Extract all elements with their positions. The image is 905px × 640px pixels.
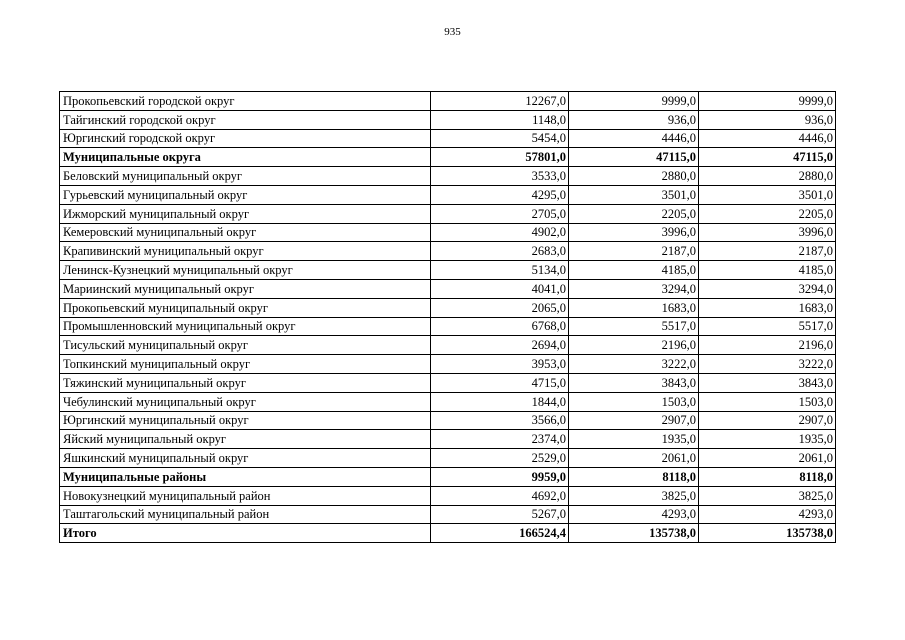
cell-value-2: 4293,0	[569, 505, 699, 524]
cell-value-1: 4041,0	[431, 279, 569, 298]
cell-name: Ленинск-Кузнецкий муниципальный округ	[60, 261, 431, 280]
cell-value-1: 2374,0	[431, 430, 569, 449]
cell-value-1: 5454,0	[431, 129, 569, 148]
cell-value-2: 936,0	[569, 110, 699, 129]
cell-name: Тисульский муниципальный округ	[60, 336, 431, 355]
cell-value-2: 2205,0	[569, 204, 699, 223]
cell-value-1: 3953,0	[431, 355, 569, 374]
cell-value-2: 135738,0	[569, 524, 699, 543]
table-row	[60, 486, 836, 505]
cell-name: Кемеровский муниципальный округ	[60, 223, 431, 242]
cell-value-3: 3843,0	[699, 373, 836, 392]
cell-value-1: 3566,0	[431, 411, 569, 430]
table-row	[60, 261, 836, 280]
cell-value-2: 4446,0	[569, 129, 699, 148]
table-row	[60, 242, 836, 261]
cell-value-2: 1503,0	[569, 392, 699, 411]
cell-name: Муниципальные округа	[60, 148, 431, 167]
cell-value-2: 2907,0	[569, 411, 699, 430]
cell-value-2: 2187,0	[569, 242, 699, 261]
cell-value-3: 2205,0	[699, 204, 836, 223]
table-row	[60, 185, 836, 204]
cell-value-2: 1683,0	[569, 298, 699, 317]
cell-value-3: 2061,0	[699, 449, 836, 468]
cell-value-1: 2694,0	[431, 336, 569, 355]
cell-name: Беловский муниципальный округ	[60, 167, 431, 186]
cell-name: Тяжинский муниципальный округ	[60, 373, 431, 392]
cell-value-1: 4902,0	[431, 223, 569, 242]
table-row	[60, 430, 836, 449]
cell-value-2: 2196,0	[569, 336, 699, 355]
cell-name: Мариинский муниципальный округ	[60, 279, 431, 298]
cell-value-3: 9999,0	[699, 92, 836, 111]
cell-value-3: 2907,0	[699, 411, 836, 430]
table-body	[60, 92, 836, 543]
table-row	[60, 279, 836, 298]
table-row	[60, 317, 836, 336]
cell-value-3: 5517,0	[699, 317, 836, 336]
cell-value-2: 1935,0	[569, 430, 699, 449]
cell-value-1: 2705,0	[431, 204, 569, 223]
cell-value-3: 3294,0	[699, 279, 836, 298]
cell-value-2: 47115,0	[569, 148, 699, 167]
table-row	[60, 204, 836, 223]
cell-value-1: 57801,0	[431, 148, 569, 167]
cell-value-1: 1148,0	[431, 110, 569, 129]
cell-value-2: 3501,0	[569, 185, 699, 204]
table-row	[60, 223, 836, 242]
table-row	[60, 355, 836, 374]
cell-value-2: 3825,0	[569, 486, 699, 505]
cell-value-3: 2880,0	[699, 167, 836, 186]
cell-value-1: 5134,0	[431, 261, 569, 280]
cell-value-3: 135738,0	[699, 524, 836, 543]
table-row	[60, 373, 836, 392]
table-row	[60, 411, 836, 430]
cell-value-3: 4293,0	[699, 505, 836, 524]
table-row	[60, 129, 836, 148]
cell-name: Крапивинский муниципальный округ	[60, 242, 431, 261]
table-row	[60, 392, 836, 411]
cell-value-1: 4692,0	[431, 486, 569, 505]
cell-value-3: 47115,0	[699, 148, 836, 167]
cell-name: Яшкинский муниципальный округ	[60, 449, 431, 468]
cell-value-1: 2065,0	[431, 298, 569, 317]
table-row	[60, 336, 836, 355]
cell-value-1: 2529,0	[431, 449, 569, 468]
cell-value-3: 3825,0	[699, 486, 836, 505]
cell-value-1: 4715,0	[431, 373, 569, 392]
table-row	[60, 110, 836, 129]
cell-name: Чебулинский муниципальный округ	[60, 392, 431, 411]
cell-name: Яйский муниципальный округ	[60, 430, 431, 449]
cell-name: Юргинский городской округ	[60, 129, 431, 148]
cell-value-1: 9959,0	[431, 467, 569, 486]
cell-name: Таштагольский муниципальный район	[60, 505, 431, 524]
cell-value-3: 3996,0	[699, 223, 836, 242]
cell-value-3: 936,0	[699, 110, 836, 129]
cell-name: Промышленновский муниципальный округ	[60, 317, 431, 336]
cell-value-1: 3533,0	[431, 167, 569, 186]
cell-value-2: 3843,0	[569, 373, 699, 392]
cell-value-2: 4185,0	[569, 261, 699, 280]
cell-name: Муниципальные районы	[60, 467, 431, 486]
table-row	[60, 449, 836, 468]
cell-value-1: 166524,4	[431, 524, 569, 543]
cell-name: Прокопьевский городской округ	[60, 92, 431, 111]
table-row	[60, 167, 836, 186]
cell-name: Топкинский муниципальный округ	[60, 355, 431, 374]
cell-value-1: 4295,0	[431, 185, 569, 204]
cell-value-1: 12267,0	[431, 92, 569, 111]
cell-name: Новокузнецкий муниципальный район	[60, 486, 431, 505]
cell-value-2: 8118,0	[569, 467, 699, 486]
cell-value-1: 1844,0	[431, 392, 569, 411]
cell-value-2: 9999,0	[569, 92, 699, 111]
cell-value-1: 5267,0	[431, 505, 569, 524]
table-row	[60, 505, 836, 524]
table-row-subtotal	[60, 467, 836, 486]
cell-value-2: 3294,0	[569, 279, 699, 298]
page-number: 935	[444, 26, 461, 38]
cell-name: Прокопьевский муниципальный округ	[60, 298, 431, 317]
cell-value-3: 1935,0	[699, 430, 836, 449]
cell-value-2: 3996,0	[569, 223, 699, 242]
budget-table	[59, 91, 836, 543]
cell-value-1: 6768,0	[431, 317, 569, 336]
cell-value-3: 1683,0	[699, 298, 836, 317]
cell-value-3: 3501,0	[699, 185, 836, 204]
cell-value-1: 2683,0	[431, 242, 569, 261]
cell-value-3: 4446,0	[699, 129, 836, 148]
table-row-subtotal	[60, 524, 836, 543]
table-row-subtotal	[60, 148, 836, 167]
cell-value-3: 3222,0	[699, 355, 836, 374]
cell-name: Тайгинский городской округ	[60, 110, 431, 129]
cell-value-2: 2880,0	[569, 167, 699, 186]
cell-value-3: 1503,0	[699, 392, 836, 411]
table-row	[60, 92, 836, 111]
cell-name: Итого	[60, 524, 431, 543]
cell-value-2: 5517,0	[569, 317, 699, 336]
cell-value-2: 3222,0	[569, 355, 699, 374]
cell-name: Гурьевский муниципальный округ	[60, 185, 431, 204]
cell-value-3: 2196,0	[699, 336, 836, 355]
cell-value-3: 4185,0	[699, 261, 836, 280]
cell-value-2: 2061,0	[569, 449, 699, 468]
table-row	[60, 298, 836, 317]
cell-name: Ижморский муниципальный округ	[60, 204, 431, 223]
cell-name: Юргинский муниципальный округ	[60, 411, 431, 430]
cell-value-3: 2187,0	[699, 242, 836, 261]
cell-value-3: 8118,0	[699, 467, 836, 486]
